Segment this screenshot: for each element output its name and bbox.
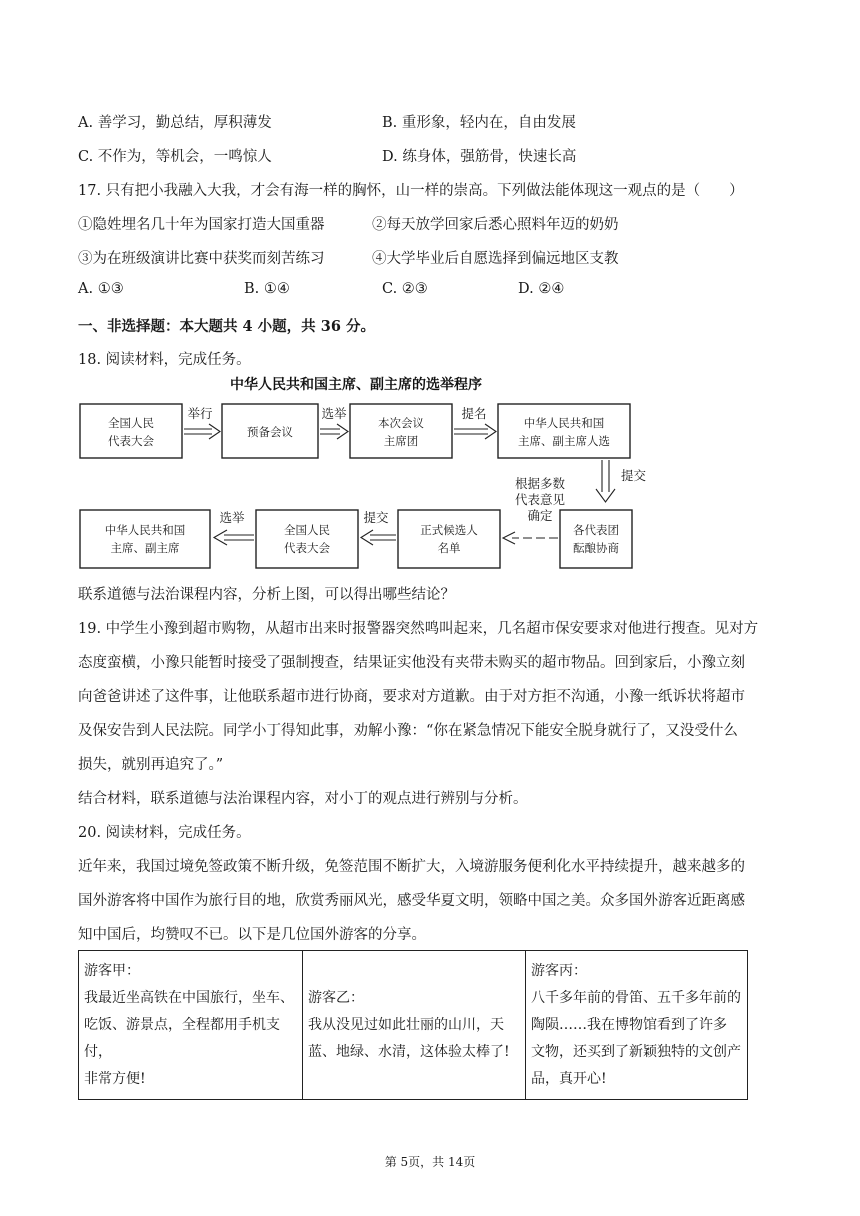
box-official-candidates-line1: 正式候选人 <box>420 523 478 537</box>
q19-line-3: 向爸爸讲述了这件事，让他联系超市进行协商，要求对方道歉。由于对方拒不沟通，小豫一纸诉状将超市 <box>78 689 745 705</box>
q17-option-a: A. ①③ <box>78 281 124 297</box>
arrow-hold <box>184 424 220 439</box>
box-preparatory-meeting-line1: 预备会议 <box>247 425 293 439</box>
box-president <box>80 510 210 568</box>
arrow-determine-label-3: 确定 <box>527 508 553 523</box>
page-footer: 第 5页，共 14页 <box>384 1155 476 1169</box>
q19-line-4: 及保安告到人民法院。同学小丁得知此事，劝解小豫：“你在紧急情况下能安全脱身就行了，又没受什么 <box>78 723 738 739</box>
tourist-c-text-3: 文物，还买到了新颖独特的文创产 <box>531 1043 741 1060</box>
arrow-submit-left <box>361 530 396 545</box>
q18-stem: 18. 阅读材料，完成任务。 <box>78 352 251 368</box>
box-presidium-line2: 主席团 <box>383 434 419 448</box>
arrow-elect-presidium <box>320 424 348 439</box>
box-president-line1: 中华人民共和国 <box>104 523 186 537</box>
tourist-c-text-1: 八千多年前的骨笛、五千多年前的 <box>531 989 741 1006</box>
q16-option-a: A. 善学习，勤总结，厚积薄发 <box>78 115 272 131</box>
box-presidium-line1: 本次会议 <box>378 416 424 430</box>
arrow-nominate <box>454 424 496 439</box>
arrow-elect-president <box>214 530 254 545</box>
q16-option-d: D. 练身体，强筋骨，快速长高 <box>382 149 577 165</box>
q17-option-c: C. ②③ <box>382 281 428 297</box>
tourist-c-name: 游客丙： <box>531 962 587 979</box>
tourist-b-cell <box>303 951 526 1100</box>
box-president-line2: 主席、副主席 <box>110 541 180 555</box>
election-procedure-flowchart <box>78 374 647 572</box>
q16-option-b: B. 重形象，轻内在，自由发展 <box>382 115 576 131</box>
q18-task: 联系道德与法治课程内容，分析上图，可以得出哪些结论？ <box>78 587 455 603</box>
q19-task: 结合材料，联系道德与法治课程内容，对小丁的观点进行辨别与分析。 <box>78 791 528 807</box>
box-candidates-line1: 中华人民共和国 <box>523 416 605 430</box>
q17-option-d: D. ②④ <box>518 281 565 297</box>
box-presidium <box>350 404 452 458</box>
arrow-elect-presidium-label: 选举 <box>321 406 347 421</box>
arrow-submit-left-label: 提交 <box>363 510 389 525</box>
box-npc-line1: 全国人民 <box>108 416 154 430</box>
q16-option-c: C. 不作为，等机会，一鸣惊人 <box>78 149 272 165</box>
tourist-a-name: 游客甲： <box>84 962 140 979</box>
box-npc-line2: 代表大会 <box>108 434 154 448</box>
q19-line-5: 损失，就别再追究了。” <box>78 757 224 773</box>
arrow-nominate-label: 提名 <box>461 406 487 421</box>
box-official-candidates-line2: 名单 <box>437 541 461 555</box>
tourist-a-cell <box>79 951 303 1100</box>
tourist-c-text-4: 品，真开心! <box>531 1070 607 1087</box>
box-candidates-line2: 主席、副主席人选 <box>518 434 610 448</box>
box-npc-plenary-line2: 代表大会 <box>284 541 330 555</box>
box-delegations <box>560 510 632 568</box>
tourist-a-text-2: 吃饭、游景点，全程都用手机支付， <box>84 1016 280 1060</box>
tourist-b-name: 游客乙： <box>308 989 364 1006</box>
arrow-hold-label: 举行 <box>187 406 213 421</box>
tourist-a-text-1: 我最近坐高铁在中国旅行，坐车、 <box>84 989 294 1006</box>
tourist-b-text-2: 蓝、地绿、水清，这体验太棒了! <box>308 1043 510 1060</box>
q17-item-1: ①隐姓埋名几十年为国家打造大国重器 <box>78 217 325 233</box>
arrow-elect-president-label: 选举 <box>219 510 245 525</box>
box-npc <box>80 404 182 458</box>
q20-line-1: 近年来，我国过境免签政策不断升级，免签范围不断扩大，入境游服务便利化水平持续提升，越来越多的 <box>78 859 745 875</box>
q19-line-1: 19. 中学生小豫到超市购物，从超市出来时报警器突然鸣叫起来，几名超市保安要求对他进行搜查。见对方 <box>78 621 759 637</box>
section-heading: 一、非选择题：本大题共 4 小题，共 36 分。 <box>78 318 375 335</box>
tourist-b-text-1: 我从没见过如此壮丽的山川，天 <box>308 1016 504 1033</box>
arrow-determine <box>503 532 558 544</box>
arrow-determine-label-2: 代表意见 <box>514 492 566 507</box>
box-delegations-line1: 各代表团 <box>573 523 619 537</box>
q17-item-2: ②每天放学回家后悉心照料年迈的奶奶 <box>372 217 619 233</box>
q17-item-4: ④大学毕业后自愿选择到偏远地区支教 <box>372 251 619 267</box>
box-npc-plenary-line1: 全国人民 <box>284 523 330 537</box>
tourist-c-cell <box>526 951 748 1100</box>
box-candidates <box>498 404 630 458</box>
q17-stem: 17. 只有把小我融入大我，才会有海一样的胸怀，山一样的崇高。下列做法能体现这一观点的是（ ） <box>78 183 744 199</box>
tourist-quotes-table <box>78 950 748 1100</box>
q17-item-3: ③为在班级演讲比赛中获奖而刻苦练习 <box>78 251 325 267</box>
box-npc-plenary <box>256 510 358 568</box>
tourist-a-text-3: 非常方便! <box>84 1070 146 1087</box>
q20-line-2: 国外游客将中国作为旅行目的地，欣赏秀丽风光，感受华夏文明，领略中国之美。众多国外游客近距离感 <box>78 893 745 909</box>
q19-line-2: 态度蛮横，小豫只能暂时接受了强制搜查，结果证实他没有夹带未购买的超市物品。回到家后，小豫立刻 <box>78 655 745 671</box>
q17-option-b: B. ①④ <box>244 281 290 297</box>
arrow-determine-label-1: 根据多数 <box>514 476 566 491</box>
q20-stem: 20. 阅读材料，完成任务。 <box>78 825 251 841</box>
box-delegations-line2: 酝酿协商 <box>573 541 619 555</box>
arrow-submit-down-label: 提交 <box>621 468 647 483</box>
flowchart-title: 中华人民共和国主席、副主席的选举程序 <box>230 377 482 393</box>
tourist-c-text-2: 陶陨……我在博物馆看到了许多 <box>531 1016 727 1033</box>
box-official-candidates <box>398 510 500 568</box>
arrow-submit-down <box>596 460 615 502</box>
q20-line-3: 知中国后，均赞叹不已。以下是几位国外游客的分享。 <box>78 927 426 943</box>
